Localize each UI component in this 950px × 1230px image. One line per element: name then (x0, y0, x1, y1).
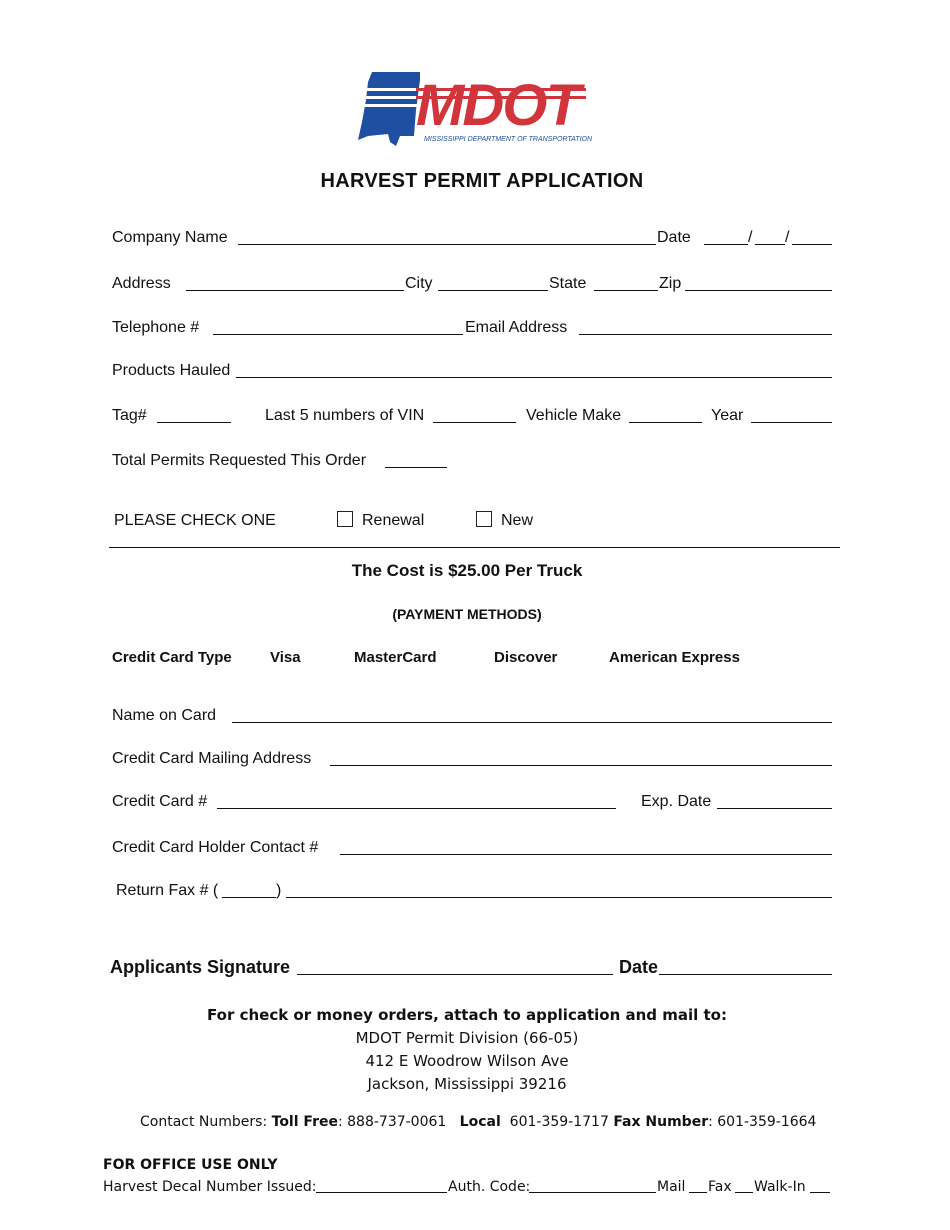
telephone-field[interactable] (213, 334, 463, 335)
signature-date-field[interactable] (659, 974, 832, 975)
card-number-field[interactable] (217, 808, 616, 809)
walkin-option-field[interactable] (810, 1192, 830, 1193)
logo-subtitle: MISSISSIPPI DEPARTMENT OF TRANSPORTATION (424, 136, 593, 143)
fax-option-field[interactable] (735, 1192, 753, 1193)
tag-field[interactable] (157, 422, 231, 423)
return-fax-area-field[interactable] (222, 897, 276, 898)
decal-number-label: Harvest Decal Number Issued: (103, 1179, 317, 1195)
discover-option[interactable]: Discover (494, 649, 558, 666)
toll-free-label: Toll Free (271, 1114, 338, 1130)
mdot-logo (356, 70, 593, 156)
renewal-checkbox[interactable] (337, 511, 353, 527)
payment-methods-heading: (PAYMENT METHODS) (392, 606, 542, 622)
office-use-heading: FOR OFFICE USE ONLY (103, 1157, 278, 1173)
renewal-label: Renewal (362, 512, 425, 529)
local-label: Local (459, 1114, 501, 1130)
card-type-label: Credit Card Type (112, 649, 232, 666)
walkin-option-label: Walk-In (754, 1179, 806, 1195)
year-label: Year (711, 407, 744, 424)
fax-label: Fax Number (613, 1114, 709, 1130)
telephone-label: Telephone # (112, 319, 200, 336)
exp-date-field[interactable] (717, 808, 832, 809)
new-checkbox[interactable] (476, 511, 492, 527)
address-field[interactable] (186, 290, 404, 291)
auth-code-field[interactable] (529, 1192, 656, 1193)
signature-date-label: Date (619, 957, 659, 977)
name-on-card-label: Name on Card (112, 707, 217, 724)
card-mailing-field[interactable] (330, 765, 832, 766)
cost-text: The Cost is $25.00 Per Truck (351, 561, 583, 580)
mail-line-1: MDOT Permit Division (66-05) (355, 1029, 579, 1047)
company-name-label: Company Name (112, 229, 228, 246)
mail-option-label: Mail (657, 1179, 686, 1195)
products-hauled-label: Products Hauled (112, 362, 231, 379)
return-fax-field[interactable] (286, 897, 832, 898)
holder-contact-field[interactable] (340, 854, 832, 855)
total-permits-label: Total Permits Requested This Order (112, 452, 367, 469)
contact-prefix: Contact Numbers: (140, 1114, 268, 1130)
exp-date-label: Exp. Date (641, 793, 712, 810)
mastercard-option[interactable]: MasterCard (354, 649, 437, 666)
page-title: HARVEST PERMIT APPLICATION (320, 170, 644, 192)
new-label: New (501, 512, 534, 529)
date-separator: / (785, 229, 790, 246)
return-fax-label: Return Fax # ( (116, 882, 219, 899)
date-label: Date (657, 229, 691, 246)
email-label: Email Address (465, 319, 568, 336)
visa-option[interactable]: Visa (270, 649, 301, 666)
total-permits-field[interactable] (385, 467, 447, 468)
city-field[interactable] (438, 290, 548, 291)
date-year-field[interactable] (792, 244, 832, 245)
date-month-field[interactable] (704, 244, 748, 245)
company-name-field[interactable] (238, 244, 656, 245)
mail-heading: For check or money orders, attach to application and mail to: (207, 1006, 727, 1024)
contact-numbers (140, 1114, 816, 1130)
check-one-label: PLEASE CHECK ONE (114, 512, 276, 529)
state-label: State (549, 275, 587, 292)
fax-number: : 601-359-1664 (708, 1114, 817, 1130)
name-on-card-field[interactable] (232, 722, 832, 723)
tag-label: Tag# (112, 407, 147, 424)
address-label: Address (112, 275, 171, 292)
card-mailing-label: Credit Card Mailing Address (112, 750, 312, 767)
vin-label: Last 5 numbers of VIN (265, 407, 425, 424)
products-hauled-field[interactable] (236, 377, 832, 378)
holder-contact-label: Credit Card Holder Contact # (112, 839, 319, 856)
return-fax-close: ) (276, 882, 282, 899)
zip-field[interactable] (685, 290, 832, 291)
toll-free-number: : 888-737-0061 (337, 1114, 447, 1130)
vehicle-make-label: Vehicle Make (526, 407, 622, 424)
auth-code-label: Auth. Code: (448, 1179, 531, 1195)
mail-option-field[interactable] (689, 1192, 707, 1193)
date-separator: / (748, 229, 753, 246)
mail-line-3: Jackson, Mississippi 39216 (367, 1075, 567, 1093)
signature-label: Applicants Signature (110, 957, 291, 977)
state-field[interactable] (594, 290, 658, 291)
email-field[interactable] (579, 334, 832, 335)
logo-text: MDOT (416, 73, 579, 138)
local-number: 601-359-1717 (509, 1114, 609, 1130)
amex-option[interactable]: American Express (609, 649, 740, 666)
zip-label: Zip (659, 275, 682, 292)
card-number-label: Credit Card # (112, 793, 208, 810)
city-label: City (405, 275, 433, 292)
vehicle-make-field[interactable] (629, 422, 702, 423)
vin-field[interactable] (433, 422, 516, 423)
signature-field[interactable] (297, 974, 613, 975)
section-divider (109, 547, 840, 548)
decal-number-field[interactable] (316, 1192, 447, 1193)
fax-option-label: Fax (708, 1179, 732, 1195)
year-field[interactable] (751, 422, 832, 423)
date-day-field[interactable] (755, 244, 785, 245)
mail-line-2: 412 E Woodrow Wilson Ave (365, 1052, 569, 1070)
